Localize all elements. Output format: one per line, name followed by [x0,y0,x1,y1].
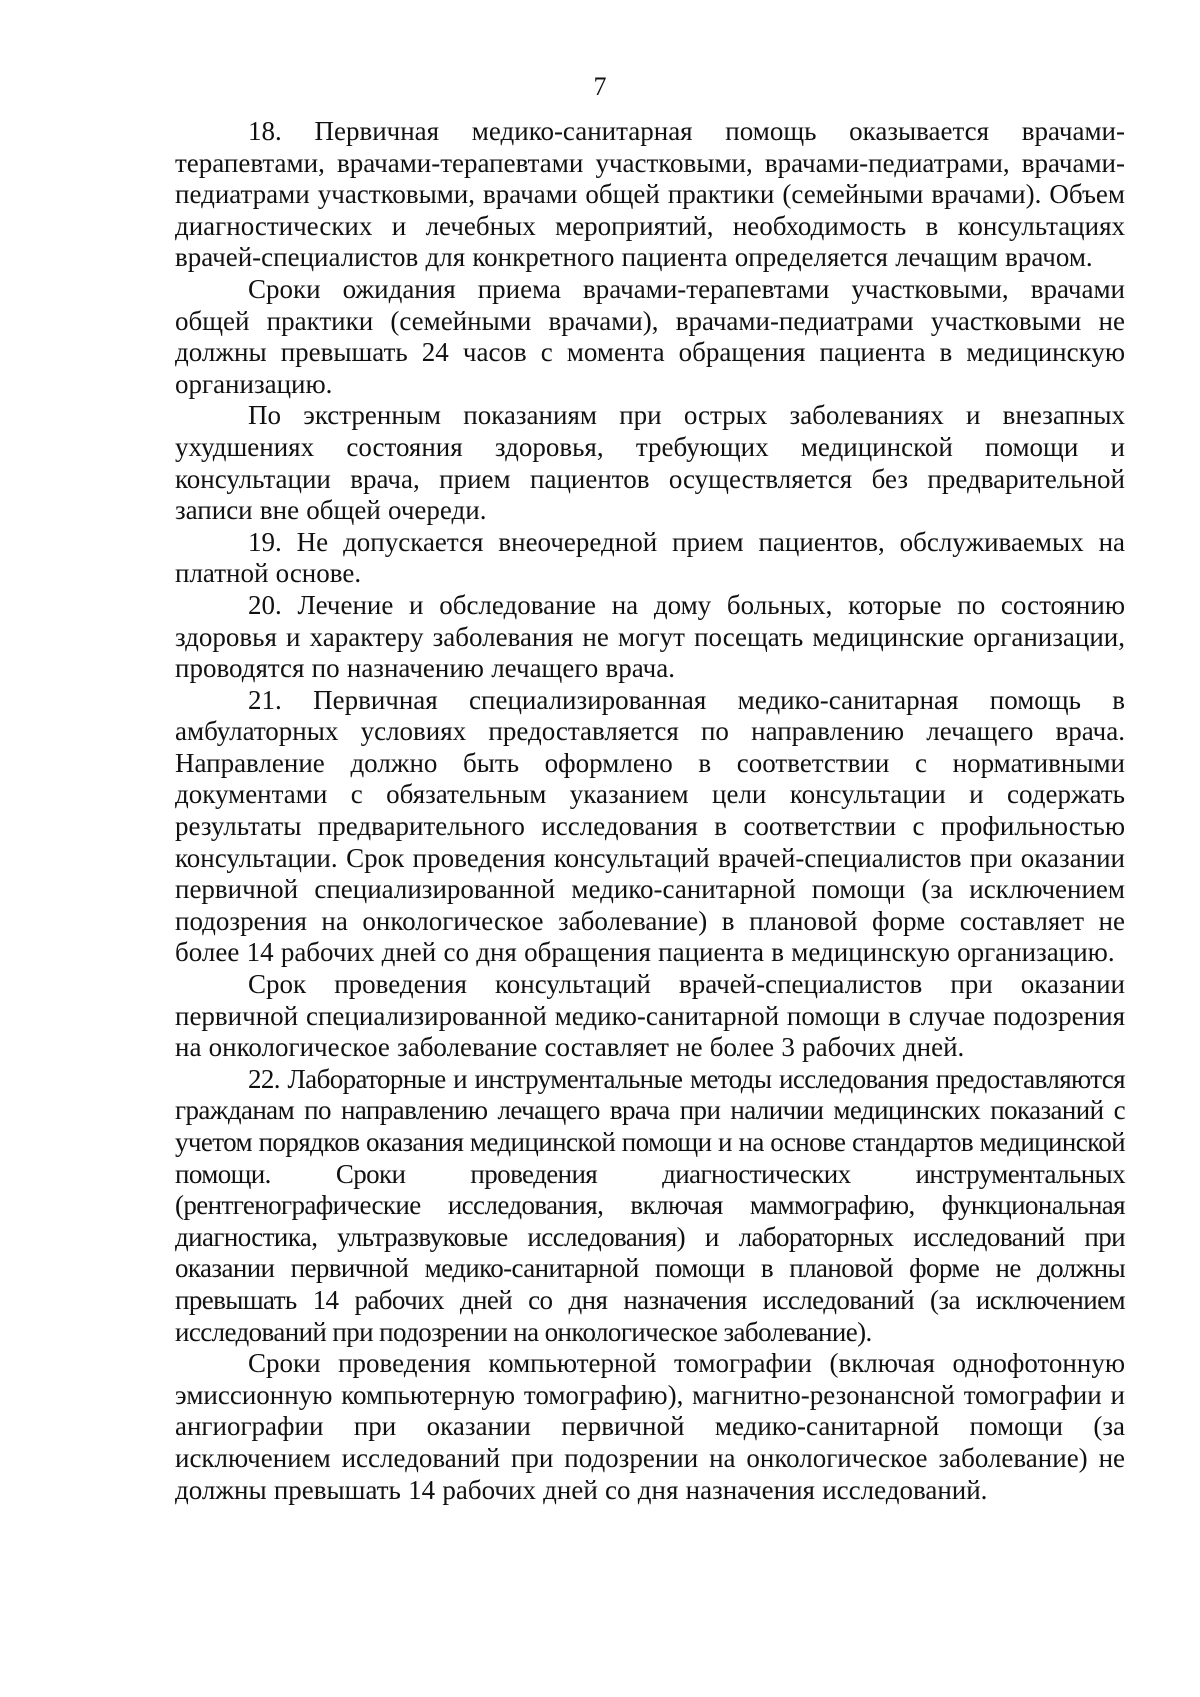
paragraph-waiting-times: Сроки ожидания приема врачами-терапевтами участковыми, врачами общей практики (семейными врачами), врачами-педиатрами участковыми не должны превышать 24 часов с момента обращения пациента в медицинскую организацию. [175,273,1125,399]
paragraph-18: 18. Первичная медико-санитарная помощь оказывается врачами-терапевтами, врачами-терапевтами участковыми, врачами-педиатрами, врачами-педиатрами участковыми, врачами общей практики (семейными врачами). Объем диагностических и лечебных мероприятий, необходимость в консультациях врачей-специалистов для конкретного пациента определяется лечащим врачом. [175,116,1125,273]
paragraph-22: 22. Лабораторные и инструментальные методы исследования предоставляются гражданам по направлению лечащего врача при наличии медицинских показаний с учетом порядков оказания медицинской помощи и на основе стандартов медицинской помощи. Сроки проведения диагностических инструментальных (рентгенографические исследования, включая маммографию, функциональная диагностика, ультразвуковые исследования) и лабораторных исследований при оказании первичной медико-санитарной помощи в плановой форме не должны превышать 14 рабочих дней со дня назначения исследований (за исключением исследований при подозрении на онкологическое заболевание). [175,1063,1125,1347]
paragraph-tomography: Сроки проведения компьютерной томографии (включая однофотонную эмиссионную компьютерную томографию), магнитно-резонансной томографии и ангиографии при оказании первичной медико-санитарной помощи (за исключением исследований при подозрении на онкологическое заболевание) не должны превышать 14 рабочих дней со дня назначения исследований. [175,1348,1125,1505]
paragraph-21: 21. Первичная специализированная медико-санитарная помощь в амбулаторных условиях предоставляется по направлению лечащего врача. Направление должно быть оформлено в соответствии с нормативными документами с обязательным указанием цели консультации и содержать результаты предварительного исследования в соответствии с профильностью консультации. Срок проведения консультаций врачей-специалистов при оказании первичной специализированной медико-санитарной помощи (за исключением подозрения на онкологическое заболевание) в плановой форме составляет не более 14 рабочих дней со дня обращения пациента в медицинскую организацию. [175,684,1125,968]
paragraph-20: 20. Лечение и обследование на дому больных, которые по состоянию здоровья и характеру заболевания не могут посещать медицинские организации, проводятся по назначению лечащего врача. [175,589,1125,684]
paragraph-emergency-indications: По экстренным показаниям при острых заболеваниях и внезапных ухудшениях состояния здоровья, требующих медицинской помощи и консультации врача, прием пациентов осуществляется без предварительной записи вне общей очереди. [175,400,1125,526]
paragraph-19: 19. Не допускается внеочередной прием пациентов, обслуживаемых на платной основе. [175,526,1125,589]
document-body [175,116,1125,1506]
paragraph-oncology-consultation: Срок проведения консультаций врачей-специалистов при оказании первичной специализированной медико-санитарной помощи в случае подозрения на онкологическое заболевание составляет не более 3 рабочих дней. [175,969,1125,1063]
page-number: 7 [593,72,607,101]
